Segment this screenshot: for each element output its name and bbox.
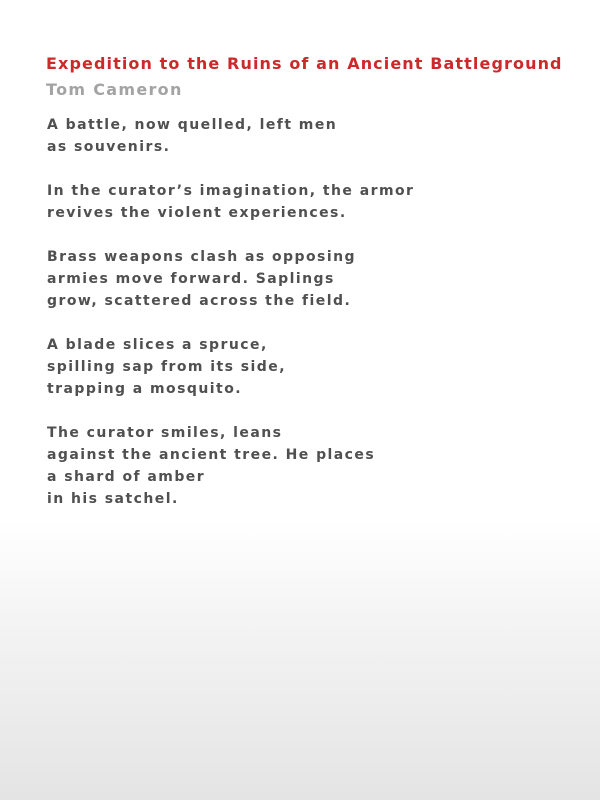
poem-line: as souvenirs. — [47, 139, 171, 155]
poem-line: trapping a mosquito. — [47, 381, 243, 397]
poem-line: a shard of amber — [47, 469, 206, 485]
poem-line: Brass weapons clash as opposing — [47, 249, 356, 265]
stanza — [47, 246, 567, 312]
stanza — [47, 422, 567, 510]
poem-line: revives the violent experiences. — [47, 205, 347, 221]
poem-title: Expedition to the Ruins of an Ancient Battleground — [46, 54, 563, 73]
stanza — [47, 334, 567, 400]
poem-line: A blade slices a spruce, — [47, 337, 268, 353]
poem-line: In the curator’s imagination, the armor — [47, 183, 415, 199]
poem-line: against the ancient tree. He places — [47, 447, 376, 463]
stanza — [47, 180, 567, 224]
poem-author: Tom Cameron — [46, 80, 183, 99]
poem-body — [47, 114, 567, 532]
poem-line: spilling sap from its side, — [47, 359, 286, 375]
stanza — [47, 114, 567, 158]
poem-line: grow, scattered across the field. — [47, 293, 352, 309]
poem-line: The curator smiles, leans — [47, 425, 283, 441]
poem-line: A battle, now quelled, left men — [47, 117, 338, 133]
poem-line: armies move forward. Saplings — [47, 271, 335, 287]
poem-line: in his satchel. — [47, 491, 179, 507]
